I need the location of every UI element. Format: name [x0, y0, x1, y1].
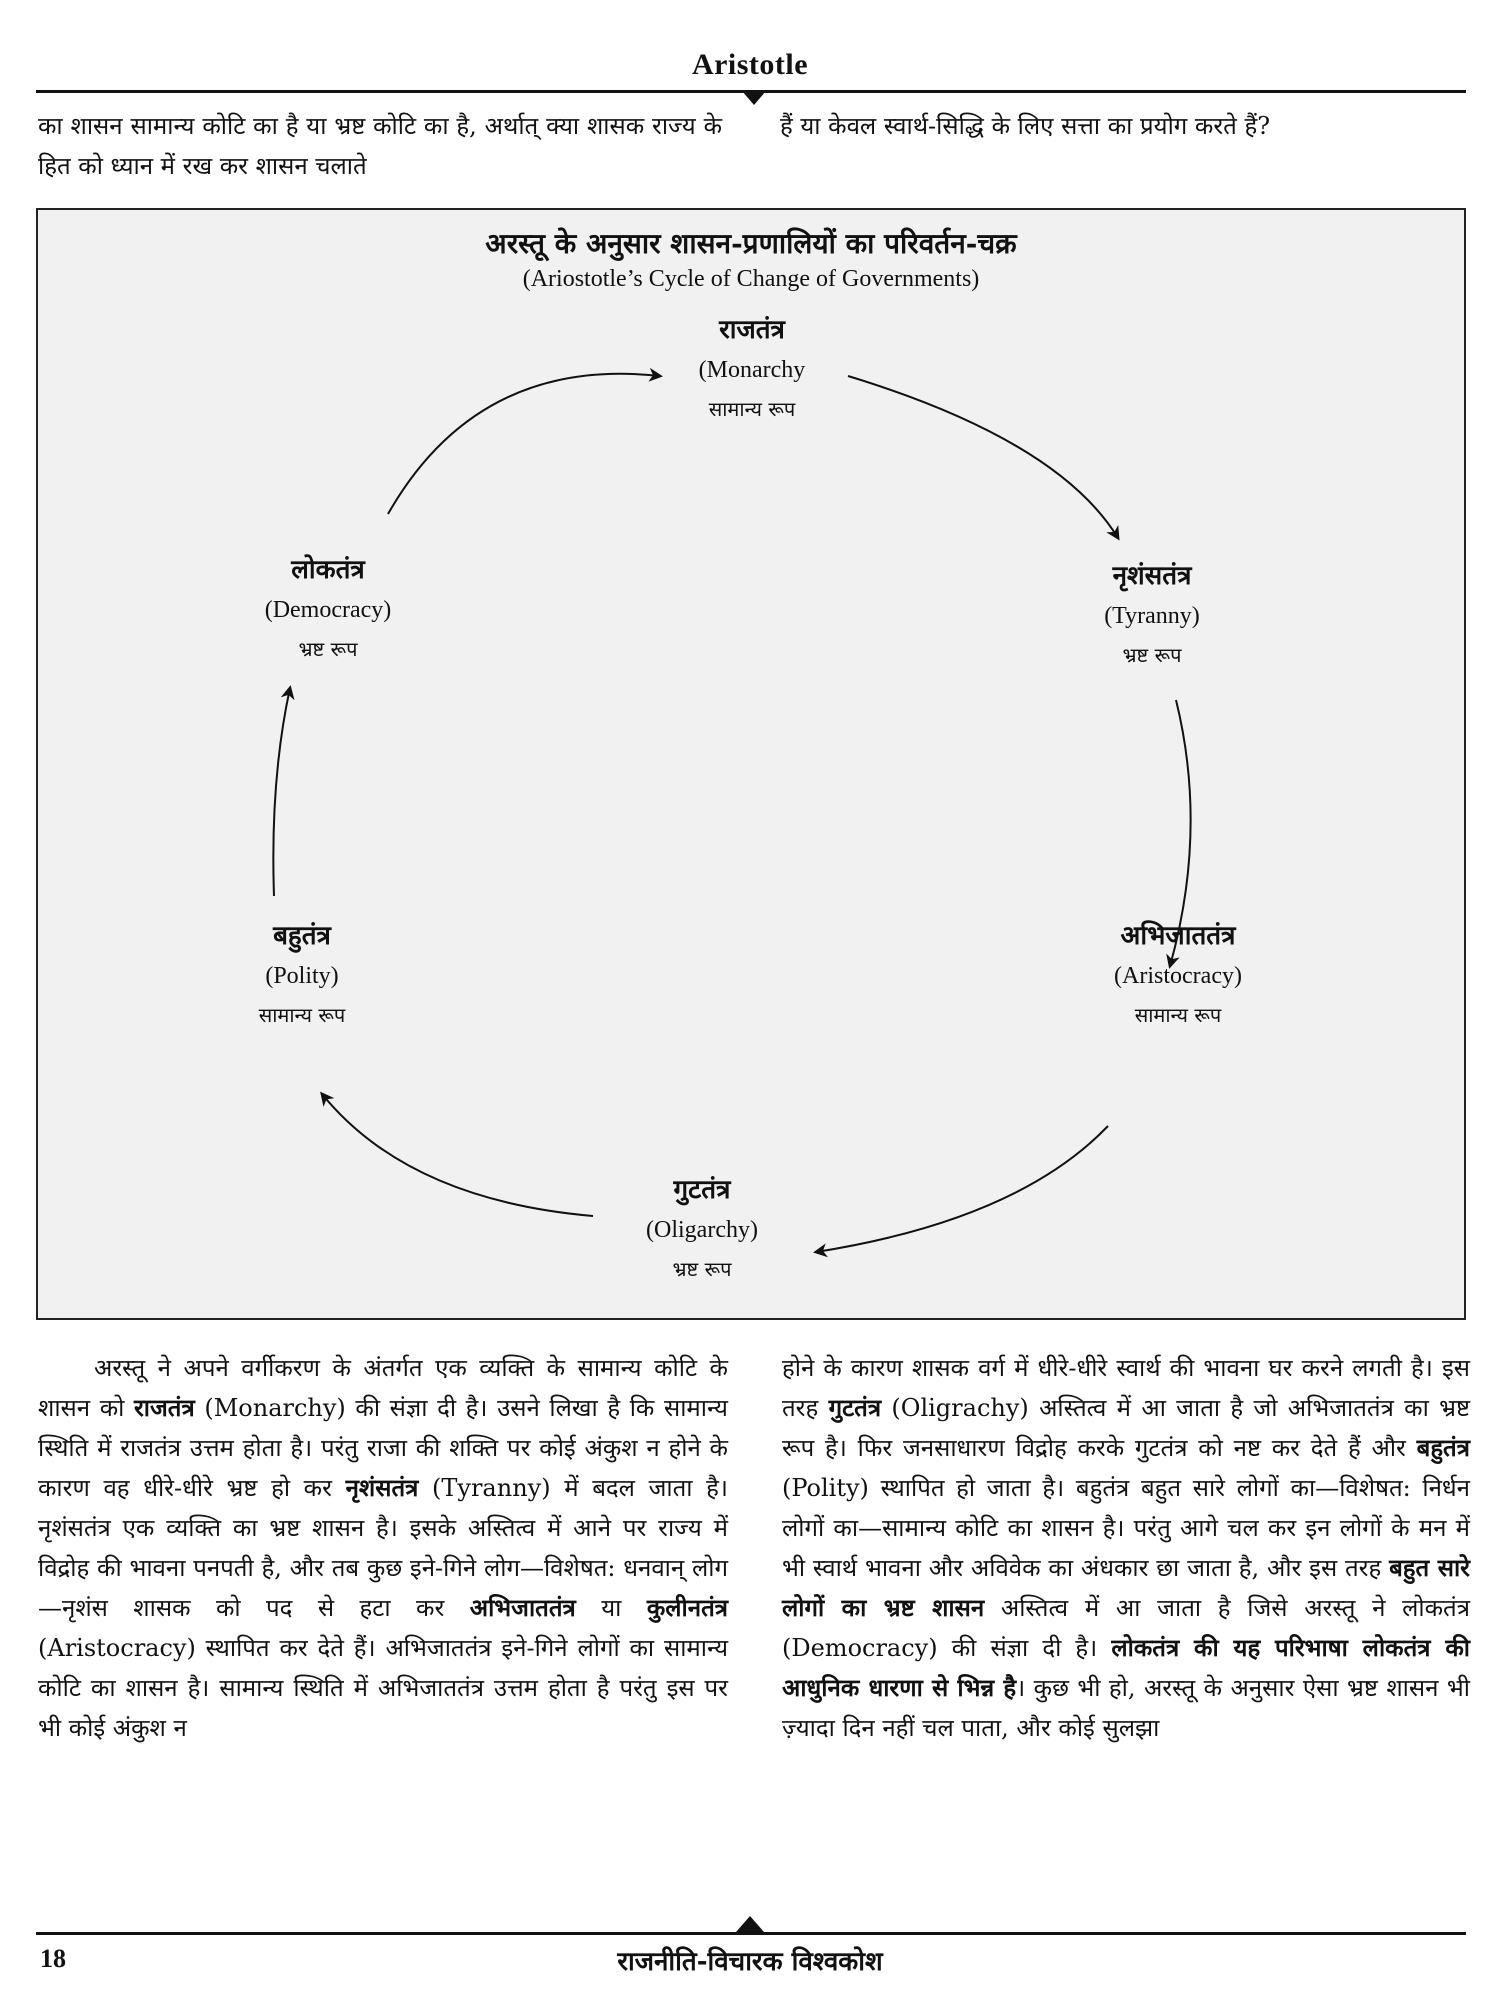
node-democracy	[188, 550, 468, 668]
body-right-text-2: (Oligrachy) अस्तित्व में आ जाता है जो अभिजाततंत्र का भ्रष्ट रूप है। फिर जनसाधारण विद्रोह करके गुटतंत्र को नष्ट कर देते हैं और	[782, 1394, 1471, 1462]
node-oligarchy-english: (Oligarchy)	[646, 1217, 758, 1243]
body-left-bold-2: नृशंसतंत्र	[345, 1473, 419, 1502]
body-right-bold-3: बहुत सारे लोगों का भ्रष्ट शासन	[782, 1553, 1470, 1622]
node-polity	[162, 916, 442, 1034]
body-left-text-2: (Monarchy) की संज्ञा दी है। उसने लिखा है कि सामान्य स्थिति में राजतंत्र उत्तम होता है। परंतु राजा की शक्ति पर कोई अंकुश न होने के कारण वह धीरे-धीरे भ्रष्ट हो कर	[38, 1394, 728, 1502]
node-oligarchy	[562, 1170, 842, 1288]
node-oligarchy-kind: भ्रष्ट रूप	[672, 1257, 732, 1281]
arrow-oligarchy-to-polity	[322, 1094, 593, 1216]
body-left-column	[38, 1348, 728, 1748]
node-monarchy-hindi: राजतंत्र	[719, 315, 785, 345]
intro-left-text: का शासन सामान्य कोटि का है या भ्रष्ट कोटि का है, अर्थात् क्या शासक राज्य के हित को ध्यान में रख कर शासन चलाते	[38, 112, 722, 180]
footer-rule-marker	[736, 1916, 764, 1932]
diagram-subtitle: (Ariostotle’s Cycle of Change of Governments)	[522, 266, 980, 292]
body-right-text-4: अस्तित्व में आ जाता है जिसे अरस्तू ने लोकतंत्र (Democracy) की संज्ञा दी है।	[782, 1594, 1470, 1662]
node-tyranny-english: (Tyranny)	[1104, 603, 1200, 629]
intro-right-column	[780, 106, 1468, 146]
body-left-text-3: (Tyranny) में बदल जाता है। नृशंसतंत्र एक व्यक्ति का भ्रष्ट शासन है। इसके अस्तित्व में आने पर राज्य में विद्रोह की भावना पनपती है, और तब कुछ इने-गिने लोग—विशेषत: धनवान् लोग—नृशंस शासक को पद से हटा कर	[38, 1474, 728, 1622]
body-left-bold-1: राजतंत्र	[133, 1393, 195, 1422]
node-aristocracy-english: (Aristocracy)	[1114, 963, 1242, 989]
node-monarchy-kind: सामान्य रूप	[708, 397, 796, 421]
body-left-text-1: अरस्तू ने अपने वर्गीकरण के अंतर्गत एक व्यक्ति के सामान्य कोटि के शासन को	[38, 1354, 728, 1422]
body-right-paragraph	[782, 1348, 1470, 1748]
node-democracy-hindi: लोकतंत्र	[291, 555, 365, 585]
node-tyranny	[1012, 556, 1292, 674]
header-rule-marker	[742, 91, 766, 105]
body-left-bold-3: अभिजाततंत्र	[469, 1593, 576, 1622]
arrow-polity-to-democracy	[273, 688, 290, 896]
diagram-title: अरस्तू के अनुसार शासन-प्रणालियों का परिवर्तन-चक्र	[485, 227, 1017, 260]
body-right-text-5: । कुछ भी हो, अरस्तू के अनुसार ऐसा भ्रष्ट शासन भी ज़्यादा दिन नहीं चल पाता, और कोई सुलझा	[782, 1674, 1470, 1742]
body-right-column	[782, 1348, 1470, 1748]
government-cycle-diagram	[36, 208, 1466, 1320]
body-left-text-5: (Aristocracy) स्थापित कर देते हैं। अभिजाततंत्र इने-गिने लोगों का सामान्य कोटि का शासन है। सामान्य स्थिति में अभिजाततंत्र उत्तम होता है परंतु इस पर भी कोई अंकुश न	[38, 1634, 728, 1742]
body-right-bold-2: बहुतंत्र	[1416, 1433, 1470, 1462]
node-democracy-kind: भ्रष्ट रूप	[298, 637, 358, 661]
node-monarchy	[612, 310, 892, 428]
node-polity-kind: सामान्य रूप	[258, 1003, 346, 1027]
running-header: Aristotle	[691, 48, 809, 81]
node-polity-hindi: बहुतंत्र	[273, 921, 331, 951]
node-tyranny-kind: भ्रष्ट रूप	[1122, 643, 1182, 667]
page-number: 18	[40, 1944, 66, 1973]
node-oligarchy-hindi: गुटतंत्र	[673, 1175, 731, 1205]
body-left-bold-4: कुलीनतंत्र	[646, 1593, 728, 1622]
body-left-text-4: या	[575, 1594, 647, 1622]
running-footer: राजनीति-विचारक विश्वकोश	[617, 1947, 883, 1977]
intro-left-column	[38, 106, 722, 186]
node-aristocracy-hindi: अभिजाततंत्र	[1120, 921, 1236, 951]
body-left-paragraph	[38, 1348, 728, 1748]
body-right-bold-4: लोकतंत्र की यह परिभाषा लोकतंत्र की आधुनिक धारणा से भिन्न है	[782, 1633, 1470, 1702]
arrow-aristocracy-to-oligarchy	[816, 1126, 1108, 1252]
node-aristocracy	[1038, 916, 1318, 1034]
body-right-bold-1: गुटतंत्र	[828, 1393, 882, 1422]
node-monarchy-english: (Monarchy	[698, 357, 806, 383]
intro-right-text: हैं या केवल स्वार्थ-सिद्धि के लिए सत्ता का प्रयोग करते हैं?	[780, 112, 1271, 140]
node-aristocracy-kind: सामान्य रूप	[1134, 1003, 1222, 1027]
body-right-text-3: (Polity) स्थापित हो जाता है। बहुतंत्र बहुत सारे लोगों का—विशेषत: निर्धन लोगों का—सामान्य कोटि का शासन है। परंतु आगे चल कर इन लोगों के मन में भी स्वार्थ भावना और अविवेक का अंधकार छा जाता है, और इस तरह	[782, 1474, 1470, 1582]
node-tyranny-hindi: नृशंसतंत्र	[1112, 561, 1192, 591]
node-democracy-english: (Democracy)	[264, 597, 392, 623]
node-polity-english: (Polity)	[265, 963, 339, 989]
footer-rule	[36, 1932, 1466, 1935]
body-right-text-1: होने के कारण शासक वर्ग में धीरे-धीरे स्वार्थ की भावना घर करने लगती है। इस तरह	[782, 1354, 1470, 1422]
